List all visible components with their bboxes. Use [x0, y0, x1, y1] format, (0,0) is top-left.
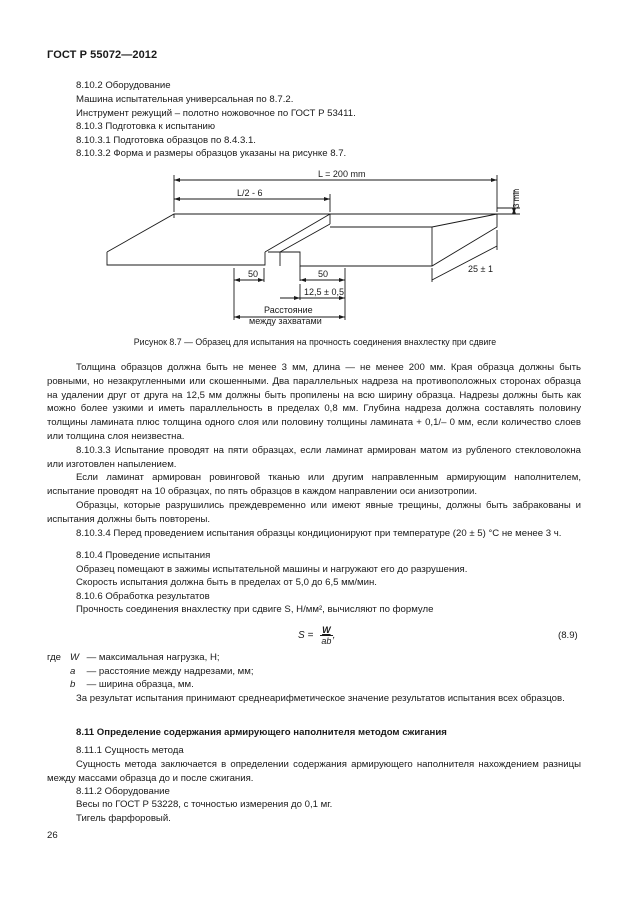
grip-distance-label-2: между захватами	[249, 316, 322, 326]
result-text	[47, 692, 581, 706]
text-line: 8.11.1 Сущность метода	[76, 745, 184, 756]
dim-right-50-label: 50	[318, 269, 329, 279]
body-text	[47, 361, 581, 540]
text-line: 8.10.3.1 Подготовка образцов по 8.4.3.1.	[76, 135, 256, 146]
legend-symbol: b	[70, 679, 76, 690]
formula-numerator: W	[322, 625, 331, 635]
section-title: 8.11 Определение содержания армирующего наполнителя методом сжигания	[76, 727, 447, 738]
figure-caption: Рисунок 8.7 — Образец для испытания на прочность соединения внахлестку при сдвиге	[133, 337, 497, 347]
legend-text: — ширина образца, мм.	[86, 679, 194, 690]
formula-lhs: S =	[298, 630, 314, 642]
text-line: 8.10.3.2 Форма и размеры образцов указаны на рисунке 8.7.	[76, 148, 347, 159]
standard-header: ГОСТ Р 55072—2012	[47, 49, 158, 61]
legend-where: где	[47, 652, 62, 663]
text-line: Скорость испытания должна быть в пределах от 5,0 до 6,5 мм/мин.	[76, 577, 377, 588]
page-number: 26	[47, 830, 58, 841]
paragraph: 8.10.3.4 Перед проведением испытания образцы кондиционируют при температуре (20 ± 5) °С не менее 3 ч.	[76, 527, 562, 539]
formula-number: (8.9)	[558, 630, 578, 641]
text-line: Тигель фарфоровый.	[76, 813, 171, 824]
legend-item	[70, 679, 194, 692]
text-line: Машина испытательная универсальная по 8.7.2.	[76, 94, 294, 105]
paragraph: Толщина образцов должна быть не менее 3 мм, длина — не менее 200 мм. Края образца должны быть ровными, но незакругленными или скошенными. Два параллельных надреза на противоположных сторонах образца на удалении друг от друга на 12,5 мм должны быть пропилены на всю ширину образца. Надрезы должны быть как можно более узкими и иметь параллельность в пределах 0,8 мм. Глубина надреза должна составлять половину толщины ламината плюс толщина одного слоя или половину толщины ламината + 0,1/– 0 мм, если количество слоев или толщина слоя неизвестна.	[47, 362, 581, 442]
paragraph: Сущность метода заключается в определении содержания армирующего наполнителя нахождением разницы между массами образца до и после сжигания.	[47, 759, 581, 784]
legend-item	[70, 652, 220, 665]
legend-text: — максимальная нагрузка, Н;	[86, 652, 220, 663]
formula-denominator: ab	[321, 636, 332, 646]
paragraph: 8.10.3.3 Испытание проводят на пяти образцах, если ламинат армирован матом из рубленого стекловолокна или изготовлен напылением.	[47, 444, 581, 470]
grip-distance-label-1: Расстояние	[264, 305, 313, 315]
text-line: Весы по ГОСТ Р 53228, с точностью измерения до 0,1 мг.	[76, 799, 333, 810]
paragraph: Если ламинат армирован ровинговой тканью или другим направленным армирующим наполнителем, испытание проводят на 10 образцах, по пять образцов в каждом направлении оси анизотропии.	[47, 472, 581, 498]
text-line: 8.10.4 Проведение испытания	[76, 550, 211, 561]
dim-length-label: L = 200 mm	[318, 169, 366, 179]
legend-text: — расстояние между надрезами, мм;	[86, 666, 254, 677]
formula-8-9	[298, 625, 335, 646]
formula-tail: ,	[332, 630, 336, 642]
formula-fraction	[320, 625, 333, 646]
dim-width-label: 25 ± 1	[468, 264, 493, 274]
legend-item	[70, 666, 254, 679]
dim-thickness-label: 3 min	[512, 188, 521, 208]
text-line: Прочность соединения внахлестку при сдвиге S, Н/мм², вычисляют по формуле	[76, 604, 434, 615]
legend-symbol: W	[70, 652, 80, 663]
text-line: 8.10.2 Оборудование	[76, 80, 171, 91]
text-line: 8.10.6 Обработка результатов	[76, 591, 210, 602]
method-text	[47, 758, 581, 786]
dim-left-50-label: 50	[248, 269, 259, 279]
text-line: 8.11.2 Оборудование	[76, 786, 170, 797]
specimen-drawing	[0, 160, 630, 332]
text-line: Образец помещают в зажимы испытательной машины и нагружают его до разрушения.	[76, 564, 468, 575]
paragraph: Образцы, которые разрушились преждевременно или имеют явные трещины, должны быть забракованы и испытания должны быть повторены.	[47, 499, 581, 525]
text-line: Инструмент режущий – полотно ножовочное по ГОСТ Р 53411.	[76, 108, 356, 119]
dim-notch-label: 12,5 ± 0,5	[304, 287, 344, 297]
text-line: 8.10.3 Подготовка к испытанию	[76, 121, 216, 132]
paragraph: За результат испытания принимают среднеарифметическое значение результатов испытания всех образцов.	[76, 693, 565, 704]
legend-symbol: a	[70, 666, 76, 677]
dim-half-label: L/2 - 6	[237, 188, 263, 198]
